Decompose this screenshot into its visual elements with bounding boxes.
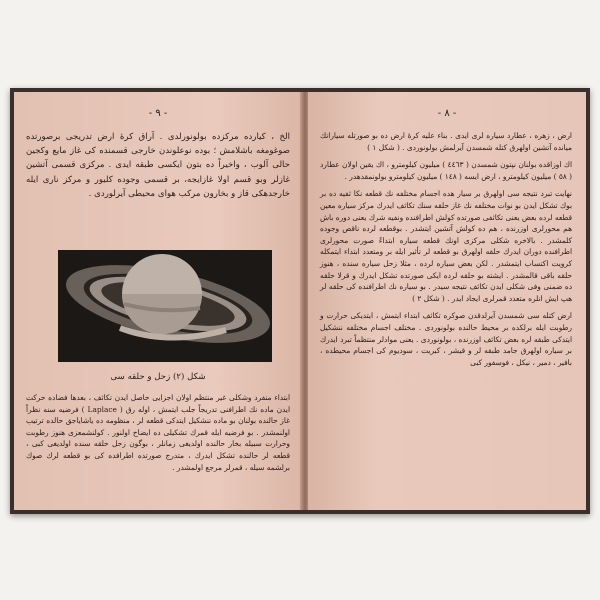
paragraph-text: ارض كتله سى شمسدن آيرلدقدن صوكره تكاثف ابتداء ايتمش ، ايتديكى حرارت و رطوبت ايله برلكده بر محيط حالنده بولونوردى . مختلف اجسام مختلفه ننشكيل ايتدكى طبقه لره بعض تكاثف اوزرنده ، بولونوردى . يعنى موادلر منتظماً تبرد ايدرك بر سياره اولهرق جامد طبقه لر و قيشر ، كبريت ، سوديوم كى اجسام محيطده ، بافير ، دمير ، نيكل ، فوسفور كبى (320, 311, 572, 367)
paragraph-group (320, 130, 572, 368)
left-page (14, 92, 302, 510)
paragraph-text: نهايت تبرد نتيجه سى اولهرق بر سيار هده اجسام مختلفه نك قطعه نكا ثفيه ده بر بوك تشكل ايدن بو نوات مختلفه نك غاز حلقه سنك تكاثف ايدرك مركز سياره معين قطعه لرده بعض يعنى تكاثفى صورتده كولش اطرافنده ونفيه شرك يعنى دوره باش هم محورلرى اوزرنده ، هم ده كولش آتشين ايتشدر . بوقطعه لرده ناقص وجوده كلمشدر . بالاخره شكلى مركزى اونك قطعه سياره ابتداءً صورت محورلرى اطرافنده دوران ايدرك حلقه اولهرق بو قطعه لر تأثير ايله بر ومتعدد ابتداء ايتمكله كرويت اكتساب ايتمشدر . لكن بعض سياره لرده ، مثلا زحل سياره سنده ، هنوز حلقه باقى قالمشدر . ايشته بو حلقه لرده ايكى صورتده تشكل ايدرك و قرلا حلقه ده ضمنى وفى شكلى ايدن تكاثف نتيجه سيدر . بو سياره نك اطرافنده كى حلقه لر هپ ايش انلره متعدد قمرلرى ايجاد ايدر . ( شكل ٢ ) (320, 189, 572, 303)
paragraph (26, 392, 290, 473)
paragraph-text: ارض ، زهره ، عطارد سياره لرى ايدى . بناء عليه كرهٔ ارض ده بو صورتله سياراتك ميانده آتشين اولهرق كتله شمسدن آيرلمش بولونوردى . ( شكل ١ ) (320, 131, 572, 152)
figure-caption: شكل (٢) زحل و حلقه سى (110, 372, 206, 382)
paragraph-text: ابتداء منفرد وشكلى غير منتظم اولان اجزايى حاصل ايدن تكاثف ، بعدها فضاده حركت ايدن ماده نك اطرافنى تدريجاً جلب ايتمش ، اوله رق ( Laplace ) فرضيه سنه نظراً غاز حالنده بولنان بو ماده ننشكيل ايتدكى قطعه لر ، منظومه ده ياشاياجق حالده ترتيب اولنمشدر . بو فرضيه ايله قمرك تشكيلى ده ايضاح اولنور . كولنشمعزى هنوز رطوبت وحرارت سبيله بخار حالنده اولديغى زمانلر ، بوگون زحل حلقه سنده اولديغى كبى ، قطعه لر حالنده تشكل ايدرك ، متدرج صورتده اطرافده كى بو قطعه لرك صوك برلشمه سيله ، قمرلر مرجع اولمشدر . (26, 393, 291, 472)
page-number: - ٩ - (148, 108, 168, 119)
paragraph-text: اك اوزاقده بولنان نپتون شمسدن ( ٤٤٦٣ ) ميليون كيلومترو ، اك يقين اولان عطارد ( ٥٨ ) ميليون كيلومترو ، ارض ايسه ( ١٤٨ ) ميليون كيلومترو بولونمقدهدر . (320, 160, 572, 181)
paragraph (26, 130, 290, 201)
saturn-illustration (58, 250, 272, 362)
paragraph-text: الخ ، كيارده مركزده بولونورلدى . آراق كرهٔ ارض تدريجى برصورتده صوغومغه باشلامش ؛ بوده نوعلوندن خارجى قسمنده كى غاز مايع وكجين حالى آلوب ، واخيراً ده بتون ايكسى طبقه ايدى . مركزى قسمى آتشين غازلر وبو قسم اولا غازايجه، بر قسمى وجوده كليور و مركز نارى ايله خارجدهكى قاز و بخارون مركب هواى محيطى آيرلوردى . (26, 132, 290, 199)
right-page (308, 92, 586, 510)
page-number: - ٨ - (437, 108, 457, 119)
open-book (10, 88, 590, 514)
